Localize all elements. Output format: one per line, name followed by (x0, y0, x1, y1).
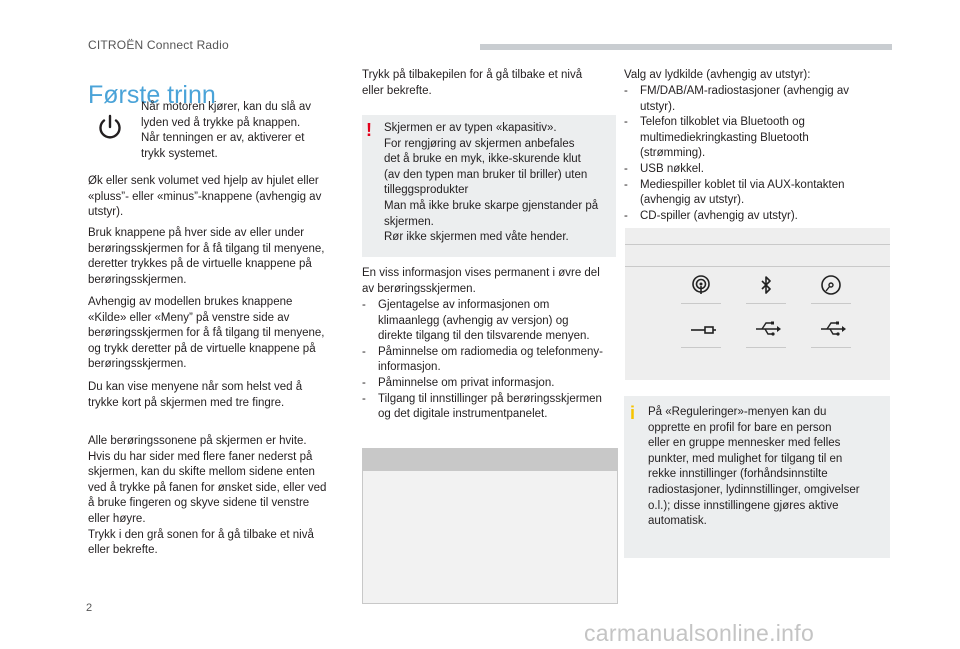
info-icon: i (630, 403, 636, 423)
list-item: - Tilgang til innstillinger på berøringsskjermen og det digitale instrumentpanelet. (362, 392, 624, 423)
usb-icon[interactable] (811, 318, 851, 348)
touch-zones-paragraph: Alle berøringssonene på skjermen er hvite. Hvis du har sider med flere faner nederst på skjermen, kan du skifte mellom sidene enten ved å trykke på fanen for ønsket side, eller ved å bruke fingeren og skyve sidene til venstre eller høyre. Trykk i den grå sonen for å gå tilbake et nivå eller bekrefte. (88, 435, 327, 557)
warning-text: Skjermen er av typen «kapasitiv». For rengjøring av skjermen anbefales det å bruke en myk, ikke-skurende klut (av den typen man bruker til briller) uten tilleggsprodukter Man må ikke bruke skarpe gjenstander på skjermen. Rør ikke skjermen med våte hender. (384, 122, 599, 244)
list-item: - Mediespiller koblet til via AUX-kontakten (avhengig av utstyr). (624, 178, 886, 209)
page-title: Første trinn (88, 80, 216, 109)
warning-note-box (362, 115, 616, 257)
cd-icon[interactable] (811, 274, 851, 304)
list-item: - FM/DAB/AM-radiostasjoner (avhengig av utstyr). (624, 84, 886, 115)
header-divider-bar (480, 44, 892, 50)
three-finger-paragraph: Du kan vise menyene når som helst ved å trykke kort på skjermen med tre fingre. (88, 381, 303, 409)
sources-intro: Valg av lydkilde (avhengig av utstyr): (624, 69, 811, 81)
list-item: - Telefon tilkoblet via Bluetooth og multimediekringkasting Bluetooth (strømming). (624, 115, 886, 162)
power-icon (95, 112, 125, 142)
radio-icon[interactable] (681, 274, 721, 304)
list-item: - Påminnelse om privat informasjon. (362, 376, 624, 392)
page-number: 2 (86, 602, 93, 614)
screen-divider (625, 244, 890, 245)
watermark: carmanualsonline.info (584, 620, 815, 646)
info-note-text: På «Reguleringer»-menyen kan du opprette en profil for bare en person eller en gruppe mennesker med felles punkter, med mulighet for tilgang til en rekke innstillinger (forhåndsinnstilte radiostasjoner, lydinnstillinger, omgivelser o.l.); disse innstillingene gjøres aktive automatisk. (648, 406, 860, 528)
screen-illustration-placeholder (362, 448, 618, 604)
aux-icon[interactable] (681, 318, 721, 348)
list-item: - Påminnelse om radiomedia og telefonmeny- informasjon. (362, 345, 624, 376)
sources-list (624, 84, 886, 224)
list-item: - CD-spiller (avhengig av utstyr). (624, 209, 886, 225)
list-item: - USB nøkkel. (624, 162, 886, 178)
model-paragraph: Avhengig av modellen brukes knappene «Kilde» eller «Meny” på venstre side av berøringsskjermen for å få tilgang til menyene, og trykk deretter på de virtuelle knappene på berøringsskjermen. (88, 296, 325, 371)
screen-divider (625, 266, 890, 267)
volume-paragraph: Øk eller senk volumet ved hjelp av hjulet eller «pluss”- eller «minus”-knappene (avhengig av utstyr). (88, 175, 322, 219)
info-note-box (624, 396, 890, 558)
info-list (362, 298, 624, 423)
buttons-paragraph: Bruk knappene på hver side av eller under berøringsskjermen for å få tilgang til menyene, deretter trykkes på de virtuelle knappene på berøringsskjermen. (88, 227, 325, 286)
back-arrow-paragraph: Trykk på tilbakepilen for å gå tilbake et nivå eller bekrefte. (362, 69, 583, 97)
usb-icon[interactable] (746, 318, 786, 348)
audio-source-screen (625, 228, 890, 380)
power-button-text: Når motoren kjører, kan du slå av lyden ved å trykke på knappen. Når tenningen er av, aktiverer et trykk systemet. (141, 101, 312, 160)
screen-top-bar (363, 449, 617, 471)
list-item: - Gjentagelse av informasjonen om klimaanlegg (avhengig av versjon) og direkte tilgang til den tilsvarende menyen. (362, 298, 624, 345)
manual-header-title: CITROËN Connect Radio (88, 38, 229, 52)
bluetooth-icon[interactable] (746, 274, 786, 304)
info-intro-paragraph: En viss informasjon vises permanent i øvre del av berøringsskjermen. (362, 267, 600, 295)
warning-icon: ! (366, 120, 372, 140)
